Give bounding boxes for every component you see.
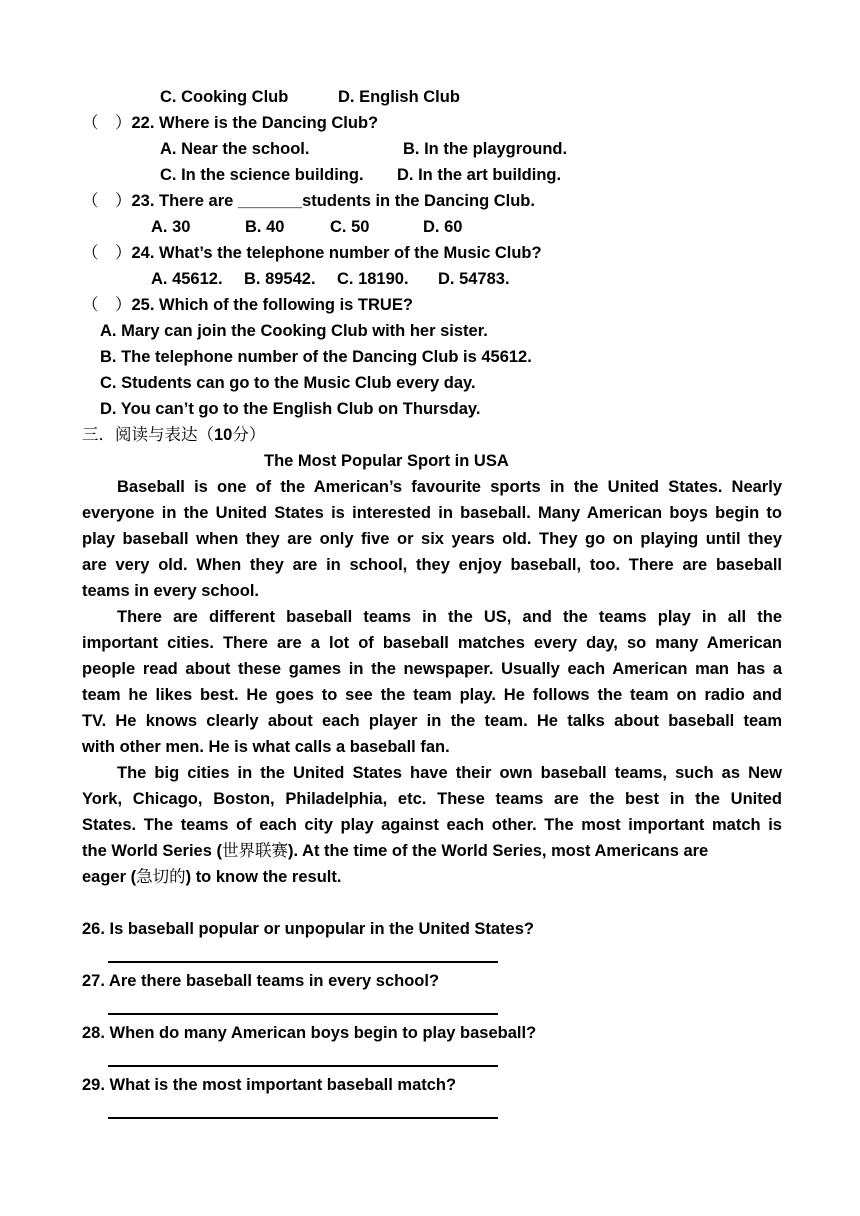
q23-option-d: D. 60 (423, 218, 463, 236)
q25-option-c: C. Students can go to the Music Club every day. (100, 374, 476, 392)
passage-line: There are different baseball teams in the US, and the teams play in all the (117, 608, 782, 626)
passage-line: Baseball is one of the American’s favourite sports in the United States. Nearly (117, 478, 782, 496)
q25-stem (82, 295, 413, 315)
q23-option-b: B. 40 (245, 218, 285, 236)
section-heading (82, 425, 265, 445)
q22-text: 22. Where is the Dancing Club? (131, 114, 379, 132)
passage-line: States. The teams of each city play against each other. The most important match is (82, 816, 782, 834)
passage-line: everyone in the United States is interested in baseball. Many American boys begin to (82, 504, 782, 522)
answer-bracket: （ ） (82, 113, 132, 132)
q24-stem (82, 243, 542, 263)
text-fragment: ) to know the result. (185, 868, 342, 886)
text-fragment: eager ( (82, 868, 137, 886)
q22-option-a: A. Near the school. (160, 140, 310, 158)
q22-stem (82, 113, 378, 133)
q23-option-c: C. 50 (330, 218, 370, 236)
passage-line: team he likes best. He goes to see the team play. He follows the team on radio and (82, 686, 782, 704)
answer-line-29[interactable] (108, 1117, 498, 1119)
q21-options (160, 87, 460, 107)
passage-line (82, 867, 341, 887)
answer-bracket: （ ） (82, 243, 132, 262)
passage-line: York, Chicago, Boston, Philadelphia, etc. These teams are the best in the United (82, 790, 782, 808)
text-fragment: the World Series ( (82, 842, 222, 860)
q22-option-c: C. In the science building. (160, 166, 364, 184)
q25-option-b: B. The telephone number of the Dancing Club is 45612. (100, 348, 532, 366)
q23-text: 23. There are _______students in the Dancing Club. (131, 192, 535, 210)
text-fragment: ). At the time of the World Series, most Americans are (287, 842, 709, 860)
q21-option-d: D. English Club (338, 88, 460, 106)
q24-option-d: D. 54783. (438, 270, 510, 288)
q23-stem (82, 191, 535, 211)
q25-text: 25. Which of the following is TRUE? (131, 296, 413, 314)
q23-option-a: A. 30 (151, 218, 191, 236)
q21-option-c: C. Cooking Club (160, 88, 289, 106)
chinese-gloss: 世界联赛 (221, 841, 288, 860)
passage-line: people read about these games in the newspaper. Usually each American man has a (82, 660, 782, 678)
section-score: 10 (214, 426, 233, 444)
passage-line: important cities. There are a lot of baseball matches every day, so many American (82, 634, 782, 652)
passage-line: with other men. He is what calls a baseball fan. (82, 738, 450, 756)
passage-line: play baseball when they are only five or six years old. They go on playing until they (82, 530, 782, 548)
q25-option-d: D. You can’t go to the English Club on Thursday. (100, 400, 481, 418)
passage-line: are very old. When they are in school, they enjoy baseball, too. There are baseball (82, 556, 782, 574)
passage-line: The big cities in the United States have their own baseball teams, such as New (117, 764, 782, 782)
passage-line: TV. He knows clearly about each player in the team. He talks about baseball team (82, 712, 782, 730)
chinese-gloss: 急切的 (136, 867, 186, 886)
answer-line-27[interactable] (108, 1013, 498, 1015)
question-26: 26. Is baseball popular or unpopular in the United States? (82, 920, 534, 938)
question-28: 28. When do many American boys begin to play baseball? (82, 1024, 537, 1042)
q22-option-b: B. In the playground. (403, 140, 568, 158)
q25-option-a: A. Mary can join the Cooking Club with her sister. (100, 322, 488, 340)
answer-line-28[interactable] (108, 1065, 498, 1067)
passage-title: The Most Popular Sport in USA (264, 452, 509, 470)
q24-option-b: B. 89542. (244, 270, 316, 288)
q24-text: 24. What’s the telephone number of the Music Club? (131, 244, 542, 262)
answer-bracket: （ ） (82, 295, 132, 314)
q24-option-a: A. 45612. (151, 270, 223, 288)
question-29: 29. What is the most important baseball match? (82, 1076, 457, 1094)
q24-option-c: C. 18190. (337, 270, 409, 288)
section-label: 三．阅读与表达（ (82, 425, 214, 444)
answer-line-26[interactable] (108, 961, 498, 963)
passage-line: teams in every school. (82, 582, 259, 600)
q22-option-d: D. In the art building. (397, 166, 562, 184)
section-unit: 分） (232, 425, 266, 444)
passage-line (82, 841, 782, 861)
question-27: 27. Are there baseball teams in every school? (82, 972, 440, 990)
answer-bracket: （ ） (82, 191, 132, 210)
